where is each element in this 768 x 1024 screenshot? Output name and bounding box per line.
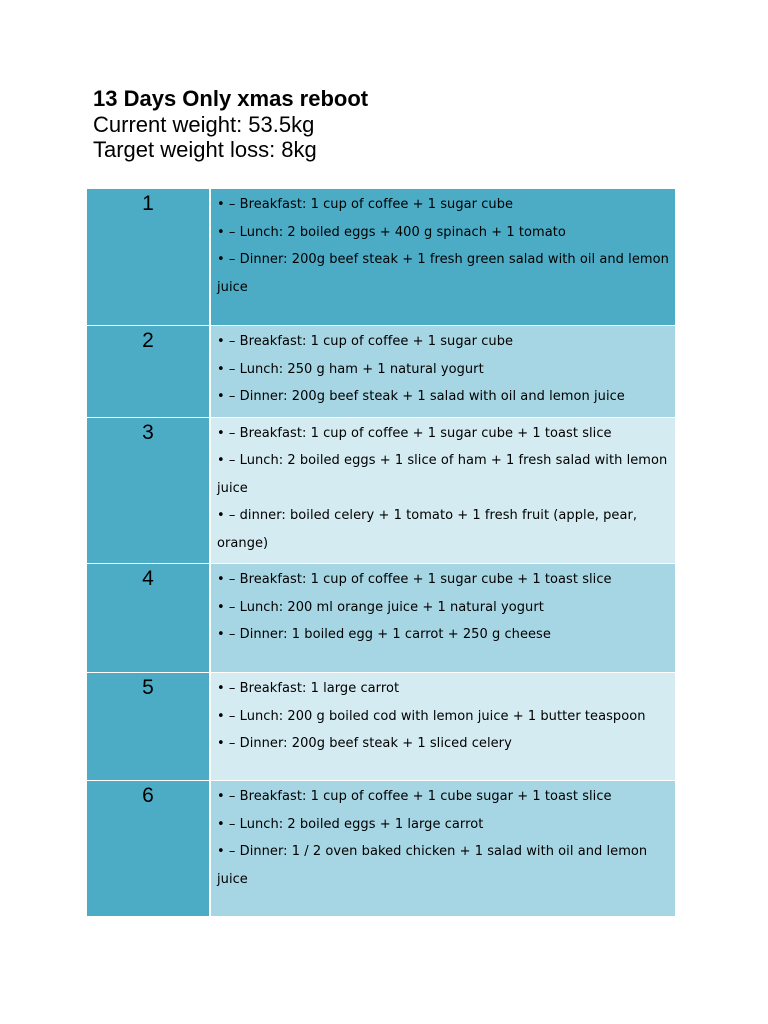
meal-breakfast: • – Breakfast: 1 cup of coffee + 1 sugar cube + 1 toast slice: [217, 425, 612, 441]
target-weight-loss: Target weight loss: 8kg: [93, 137, 317, 162]
table-row: [87, 673, 676, 781]
meal-breakfast: • – Breakfast: 1 cup of coffee + 1 sugar cube: [217, 334, 514, 349]
meal-dinner: • – Dinner: 1 boiled egg + 1 carrot + 250 g cheese: [217, 627, 551, 642]
meal-plan-table: [86, 188, 676, 917]
day-number: 4: [87, 564, 211, 673]
meal-lunch: • – Lunch: 2 boiled eggs + 1 slice of ham + 1 fresh salad with lemon juice: [217, 453, 668, 496]
meal-dinner: • – Dinner: 1 / 2 oven baked chicken + 1 salad with oil and lemon juice: [217, 844, 648, 887]
meal-dinner: • – dinner: boiled celery + 1 tomato + 1 fresh fruit (apple, pear, orange): [217, 508, 638, 551]
meal-dinner: • – Dinner: 200g beef steak + 1 salad with oil and lemon juice: [217, 389, 625, 404]
table-row: [87, 564, 676, 673]
current-weight: Current weight: 53.5kg: [93, 112, 315, 137]
meals-cell: [210, 781, 676, 917]
document-title: 13 Days Only xmas reboot: [93, 86, 369, 111]
meal-breakfast: • – Breakfast: 1 cup of coffee + 1 sugar cube + 1 toast slice: [217, 572, 612, 587]
meal-breakfast: • – Breakfast: 1 cup of coffee + 1 sugar cube: [217, 197, 514, 212]
day-number: 1: [87, 189, 211, 326]
table-row: [87, 781, 676, 917]
meals-cell: [210, 564, 676, 673]
table-row: [87, 326, 676, 418]
meals-cell: [210, 189, 676, 326]
meal-breakfast: • – Breakfast: 1 large carrot: [217, 681, 400, 696]
meal-lunch: • – Lunch: 200 g boiled cod with lemon juice + 1 butter teaspoon: [217, 708, 646, 724]
meal-dinner: • – Dinner: 200g beef steak + 1 sliced celery: [217, 736, 512, 751]
meal-lunch: • – Lunch: 2 boiled eggs + 400 g spinach + 1 tomato: [217, 224, 566, 240]
meal-breakfast: • – Breakfast: 1 cup of coffee + 1 cube sugar + 1 toast slice: [217, 789, 612, 804]
meal-lunch: • – Lunch: 2 boiled eggs + 1 large carrot: [217, 816, 484, 832]
meals-cell: [210, 417, 676, 564]
table-row: [87, 417, 676, 564]
day-number: 6: [87, 781, 211, 917]
meal-dinner: • – Dinner: 200g beef steak + 1 fresh green salad with oil and lemon juice: [217, 252, 669, 295]
meals-cell: [210, 673, 676, 781]
table-row: [87, 189, 676, 326]
document-header: [93, 86, 693, 162]
day-number: 3: [87, 417, 211, 564]
day-number: 2: [87, 326, 211, 418]
meals-cell: [210, 326, 676, 418]
meal-lunch: • – Lunch: 250 g ham + 1 natural yogurt: [217, 361, 484, 377]
day-number: 5: [87, 673, 211, 781]
meal-lunch: • – Lunch: 200 ml orange juice + 1 natural yogurt: [217, 599, 544, 615]
